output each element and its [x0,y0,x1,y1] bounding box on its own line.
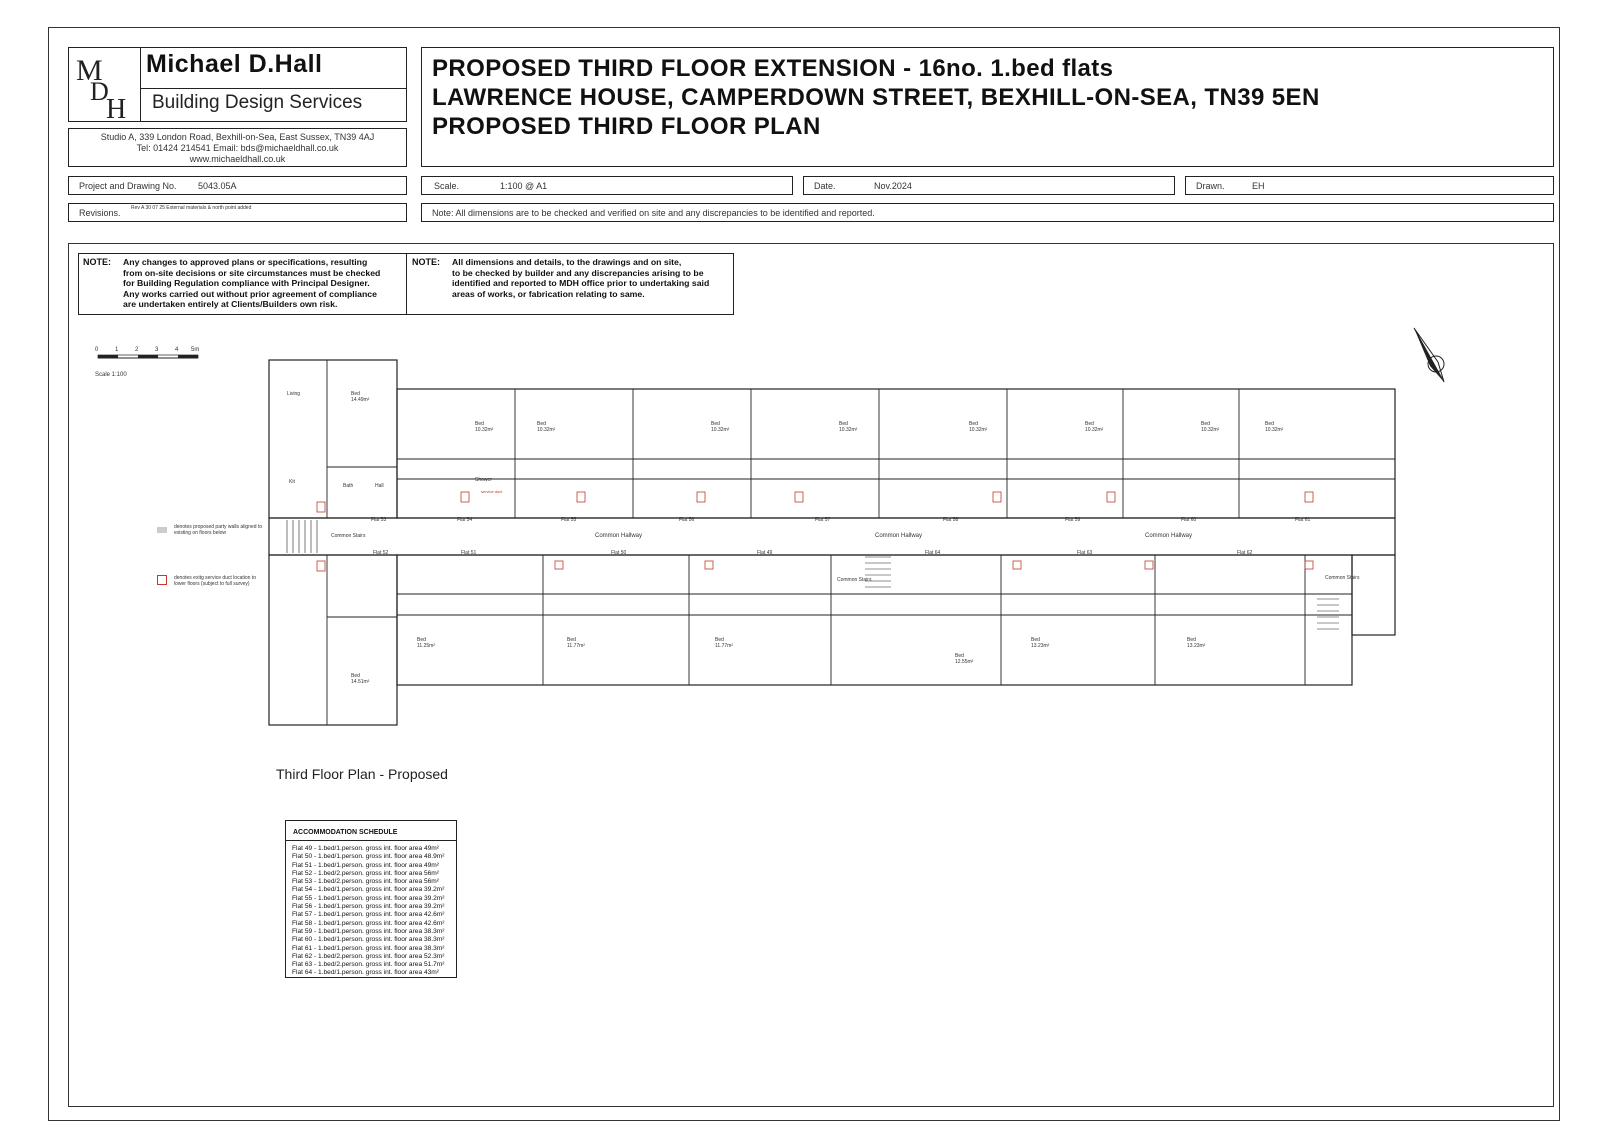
flat-61-bed: Bed [1265,421,1274,427]
schedule-item: Flat 57 - 1.bed/1.person. gross int. floor area 42.6m² [292,911,445,919]
date-box [803,176,1175,195]
flat-52-bed: Bed [351,673,360,679]
title-line-3: PROPOSED THIRD FLOOR PLAN [432,113,821,140]
flat-60-label: Flat 60 [1181,517,1197,523]
logo-letter-m: M [76,54,103,87]
scale-tick-0: 0 [95,347,99,353]
date-value: Nov.2024 [874,181,912,191]
address-line-1: Studio A, 339 London Road, Bexhill-on-Sea, East Sussex, TN39 4AJ [100,132,375,142]
title-line-2: LAWRENCE HOUSE, CAMPERDOWN STREET, BEXHILL-ON-SEA, TN39 5EN [432,84,1320,111]
floor-plan [265,357,1397,737]
room-living-label: Living [287,391,301,397]
stairs-label-1: Common Stairs [331,533,366,539]
hallway-label-3: Common Hallway [1145,533,1193,539]
scale-value: 1:100 @ A1 [500,181,548,191]
note-1-text: Any changes to approved plans or specifications, resulting from on-site decisions or site circumstances must be checked for Building Regulation compliance with Principal Designer. Any works carried out without prior agreement of compliance are undertaken entirely at Clients/Builders own risk. [123,257,381,309]
hallway-label-1: Common Hallway [595,533,643,539]
party-wall-legend: denotes proposed party walls aligned to existing on floors below [174,524,263,536]
flat-61-label: Flat 61 [1295,517,1311,523]
scale-tick-4: 4 [175,347,179,353]
site-note-text: Note: All dimensions are to be checked and verified on site and any discrepancies to be identified and reported. [432,208,875,218]
drawn-value: EH [1252,181,1265,191]
flat-59-area: 10.32m² [1085,427,1104,433]
flat-59-label: Flat 59 [1065,517,1081,523]
flat-56-label: Flat 56 [679,517,695,523]
flat-58-area: 10.32m² [969,427,988,433]
flat-51-area: 11.25m² [417,643,435,649]
schedule-list [292,845,444,978]
stairs-label-3: Common Stairs [1325,575,1360,581]
drawn-label: Drawn. [1196,181,1225,191]
flat-53-label: Flat 53 [371,517,387,523]
logo-letter-h: H [106,94,127,120]
company-address [68,128,407,167]
address-line-2: Tel: 01424 214541 Email: bds@michaeldhall.co.uk [136,143,339,153]
project-number-label: Project and Drawing No. [79,181,177,191]
flat-62-area: 13.23m² [1187,643,1206,649]
schedule-item: Flat 51 - 1.bed/1.person. gross int. floor area 49m² [292,861,439,869]
flat-64-bed: Bed [955,653,964,659]
flat-63-label: Flat 63 [1077,550,1093,556]
flat-50-label: Flat 50 [611,550,627,556]
north-arrow-icon [1410,326,1460,386]
flat-55-label: Flat 55 [561,517,577,523]
site-note-box [421,203,1554,222]
revisions-label: Revisions. [79,208,121,218]
mdh-logo-icon [72,50,136,120]
flat-56-area: 10.32m² [711,427,730,433]
company-sub-divider [140,88,407,89]
flat-51-label: Flat 51 [461,550,477,556]
note-1-heading: NOTE: [83,257,111,267]
drawn-box [1185,176,1554,195]
flat-58-bed: Bed [969,421,978,427]
scale-tick-3: 3 [155,347,159,353]
flat-57-bed: Bed [839,421,848,427]
flat-53-area: 14.49m² [351,397,370,403]
schedule-item: Flat 58 - 1.bed/1.person. gross int. floor area 42.6m² [292,919,445,927]
flat-61-area: 10.32m² [1265,427,1284,433]
schedule-title: ACCOMMODATION SCHEDULE [293,829,398,836]
schedule-item: Flat 54 - 1.bed/1.person. gross int. floor area 39.2m² [292,886,445,894]
schedule-divider [285,840,457,841]
party-wall-swatch [157,527,167,533]
schedule-item: Flat 61 - 1.bed/1.person. gross int. floor area 38.3m² [292,944,445,952]
flat-62-label: Flat 62 [1237,550,1253,556]
room-shower-label: Shower [475,477,492,483]
project-number-box [68,176,407,195]
flat-54-bed: Bed [475,421,484,427]
schedule-item: Flat 55 - 1.bed/1.person. gross int. floor area 39.2m² [292,894,445,902]
flat-54-area: 10.32m² [475,427,494,433]
flat-50-area: 11.77m² [567,643,585,649]
flat-64-area: 12.55m² [955,659,974,665]
schedule-item: Flat 63 - 1.bed/2.person. gross int. floor area 51.7m² [292,961,445,969]
flat-51-bed: Bed [417,637,426,643]
flat-58-label: Flat 58 [943,517,959,523]
flat-54-label: Flat 54 [457,517,473,523]
flat-63-area: 13.23m² [1031,643,1050,649]
room-service-duct-label: service duct [481,489,503,494]
scale-caption: Scale 1:100 [95,372,127,378]
flat-56-bed: Bed [711,421,720,427]
flat-57-label: Flat 57 [815,517,831,523]
lower-flats [351,550,1253,685]
room-hall-label: Hall [375,483,384,489]
flat-55-bed: Bed [537,421,546,427]
note-2-text: All dimensions and details, to the drawings and on site, to be checked by builder and any discrepancies arising to be identified and reported to MDH office prior to undertaking said areas of works, or fabrication relating to same. [452,257,710,299]
flat-49-area: 11.77m² [715,643,733,649]
flat-63-bed: Bed [1031,637,1040,643]
revisions-value: Rev A 30 07 25 External materials & north point added [131,205,252,211]
flat-50-bed: Bed [567,637,576,643]
address-line-3: www.michaeldhall.co.uk [189,154,286,164]
room-kit-label: Kit [289,479,295,485]
flat-52-label: Flat 52 [373,550,389,556]
scale-label: Scale. [434,181,460,191]
date-label: Date. [814,181,836,191]
service-duct-swatch [157,575,167,585]
flat-57-area: 10.32m² [839,427,858,433]
schedule-item: Flat 56 - 1.bed/1.person. gross int. floor area 39.2m² [292,903,445,911]
flat-52-area: 14.51m² [351,679,370,685]
flat-60-bed: Bed [1201,421,1210,427]
scale-tick-1: 1 [115,347,119,353]
company-name: Michael D.Hall [146,50,323,78]
scale-tick-2: 2 [135,347,139,353]
logo-divider [140,47,141,122]
flat-49-label: Flat 49 [757,550,773,556]
logo-letter-d: D [90,77,109,106]
company-subtitle: Building Design Services [152,92,363,113]
flat-62-bed: Bed [1187,637,1196,643]
notes-divider [406,253,407,315]
flat-60-area: 10.32m² [1201,427,1220,433]
flat-49-bed: Bed [715,637,724,643]
flat-64-label: Flat 64 [925,550,941,556]
schedule-item: Flat 50 - 1.bed/1.person. gross int. floor area 48.9m² [292,853,445,861]
note-2-heading: NOTE: [412,257,440,267]
stairs-label-2: Common Stairs [837,577,872,583]
flat-59-bed: Bed [1085,421,1094,427]
hallway-label-2: Common Hallway [875,533,923,539]
scale-box [421,176,793,195]
schedule-item: Flat 49 - 1.bed/1.person. gross int. floor area 49m² [292,845,439,852]
scale-tick-5m: 5m [191,347,200,353]
schedule-item: Flat 64 - 1.bed/1.person. gross int. floor area 43m² [292,969,439,977]
schedule-item: Flat 62 - 1.bed/2.person. gross int. floor area 52.3m² [292,952,445,960]
schedule-item: Flat 60 - 1.bed/1.person. gross int. floor area 38.3m² [292,936,445,944]
revisions-box [68,203,407,222]
project-number-value: 5043.05A [198,181,237,191]
upper-flats [351,391,1311,523]
service-duct-legend: denotes exitg service duct location to lower floors (subject to full survey) [174,575,256,587]
scale-bar [90,344,210,380]
room-bath-label: Bath [343,483,354,489]
plan-title: Third Floor Plan - Proposed [276,766,448,782]
schedule-item: Flat 59 - 1.bed/1.person. gross int. floor area 38.3m² [292,927,445,935]
schedule-item: Flat 53 - 1.bed/2.person. gross int. floor area 56m² [292,878,439,886]
schedule-item: Flat 52 - 1.bed/2.person. gross int. floor area 56m² [292,869,439,877]
title-line-1: PROPOSED THIRD FLOOR EXTENSION - 16no. 1.bed flats [432,55,1114,82]
flat-55-area: 10.32m² [537,427,556,433]
flat-53-bed: Bed [351,391,360,397]
